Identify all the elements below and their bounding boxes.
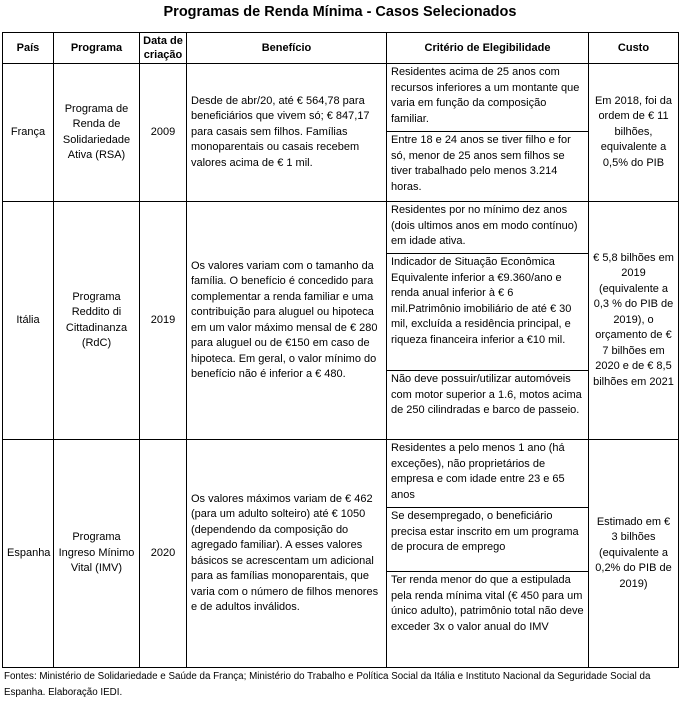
cell-pais: Itália [3,202,54,440]
cell-pais: França [3,64,54,202]
cell-data: 2009 [140,64,187,202]
source-note: Fontes: Ministério de Solidariedade e Saúde da França; Ministério do Trabalho e Política Social da Itália e Instituto Nacional da Seguridade Social da Espanha. Elaboração IEDI. [4,671,651,698]
criterio-item: Ter renda menor do que a estipulada pela renda mínima vital (€ 450 para um único adulto), patrimônio total não deve exceder 3x o valor anual do IMV [391,574,584,633]
table-row-italia [3,202,679,440]
cell-custo: € 5,8 bilhões em 2019 (equivalente a 0,3 % do PIB de 2019), o orçamento de € 7 bilhões em 2020 e de € 8,5 bilhões em 2021 [589,202,679,440]
criterio-item: Residentes por no mínimo dez anos (dois ultimos anos em modo contínuo) em idade ativa. [387,202,588,254]
cell-data: 2020 [140,440,187,668]
cell-criterio [387,202,589,440]
cell-criterio [387,440,589,668]
header-data: Data de criação [140,33,187,64]
cell-beneficio: Desde de abr/20, até € 564,78 para beneficiários que vivem só; € 847,17 para casais sem filhos. Famílias monoparentais ou casais recebem valores acima de € 1 mil. [187,64,387,202]
criterio-item: Indicador de Situação Econômica Equivalente inferior a €9.360/ano e renda anual inferior à € 6 mil.Patrimônio imobiliário de até € 30 mil, excluída a residência principal, e riqueza financeira inferior a €10 mil. [387,254,588,371]
header-programa: Programa [54,33,140,64]
table-header-row [3,33,679,64]
table-row-franca [3,64,679,202]
cell-custo: Em 2018, foi da ordem de € 11 bilhões, equivalente a 0,5% do PIB [589,64,679,202]
header-beneficio: Benefício [187,33,387,64]
cell-beneficio: Os valores variam com o tamanho da família. O benefício é concedido para complementar a renda familiar e uma contribuição para aluguel ou hipoteca em um valor máximo mensal de € 280 para aluguel ou de €150 em caso de hipoteca. Em geral, o valor mínimo do benefício não é inferior a € 480. [187,202,387,440]
cell-custo: Estimado em € 3 bilhões (equivalente a 0,2% do PIB de 2019) [589,440,679,668]
header-criterio: Critério de Elegibilidade [387,33,589,64]
cell-criterio [387,64,589,202]
programs-table [2,32,679,668]
page-title: Programas de Renda Mínima - Casos Selecionados [163,4,517,20]
criterio-item: Residentes a pelo menos 1 ano (há exceções), não proprietários de empresa e com idade entre 23 e 65 anos [387,440,588,508]
table-row-espanha [3,440,679,668]
cell-programa: Programa de Renda de Solidariedade Ativa (RSA) [54,64,140,202]
cell-beneficio: Os valores máximos variam de € 462 (para um adulto solteiro) até € 1050 (dependendo da composição do agregado familiar). A esses valores básicos se acrescentam um adicional para as famílias monoparentais, que varia com o número de filhos menores e de adultos inválidos. [187,440,387,668]
cell-programa: Programa Ingreso Mínimo Vital (IMV) [54,440,140,668]
header-custo: Custo [589,33,679,64]
cell-programa: Programa Reddito di Cittadinanza (RdC) [54,202,140,440]
criterio-item: Se desempregado, o beneficiário precisa estar inscrito em um programa de procura de emprego [387,508,588,572]
cell-data: 2019 [140,202,187,440]
criterio-item: Não deve possuir/utilizar automóveis com motor superior a 1.6, motos acima de 250 cilindradas e barco de passeio. [391,373,582,416]
header-pais: País [3,33,54,64]
criterio-item: Entre 18 e 24 anos se tiver filho e for só, menor de 25 anos sem filhos se tiver trabalhado pelo menos 3.214 horas. [391,134,571,193]
cell-pais: Espanha [3,440,54,668]
criterio-item: Residentes acima de 25 anos com recursos inferiores a um montante que varia em função da composição familiar. [387,64,588,132]
